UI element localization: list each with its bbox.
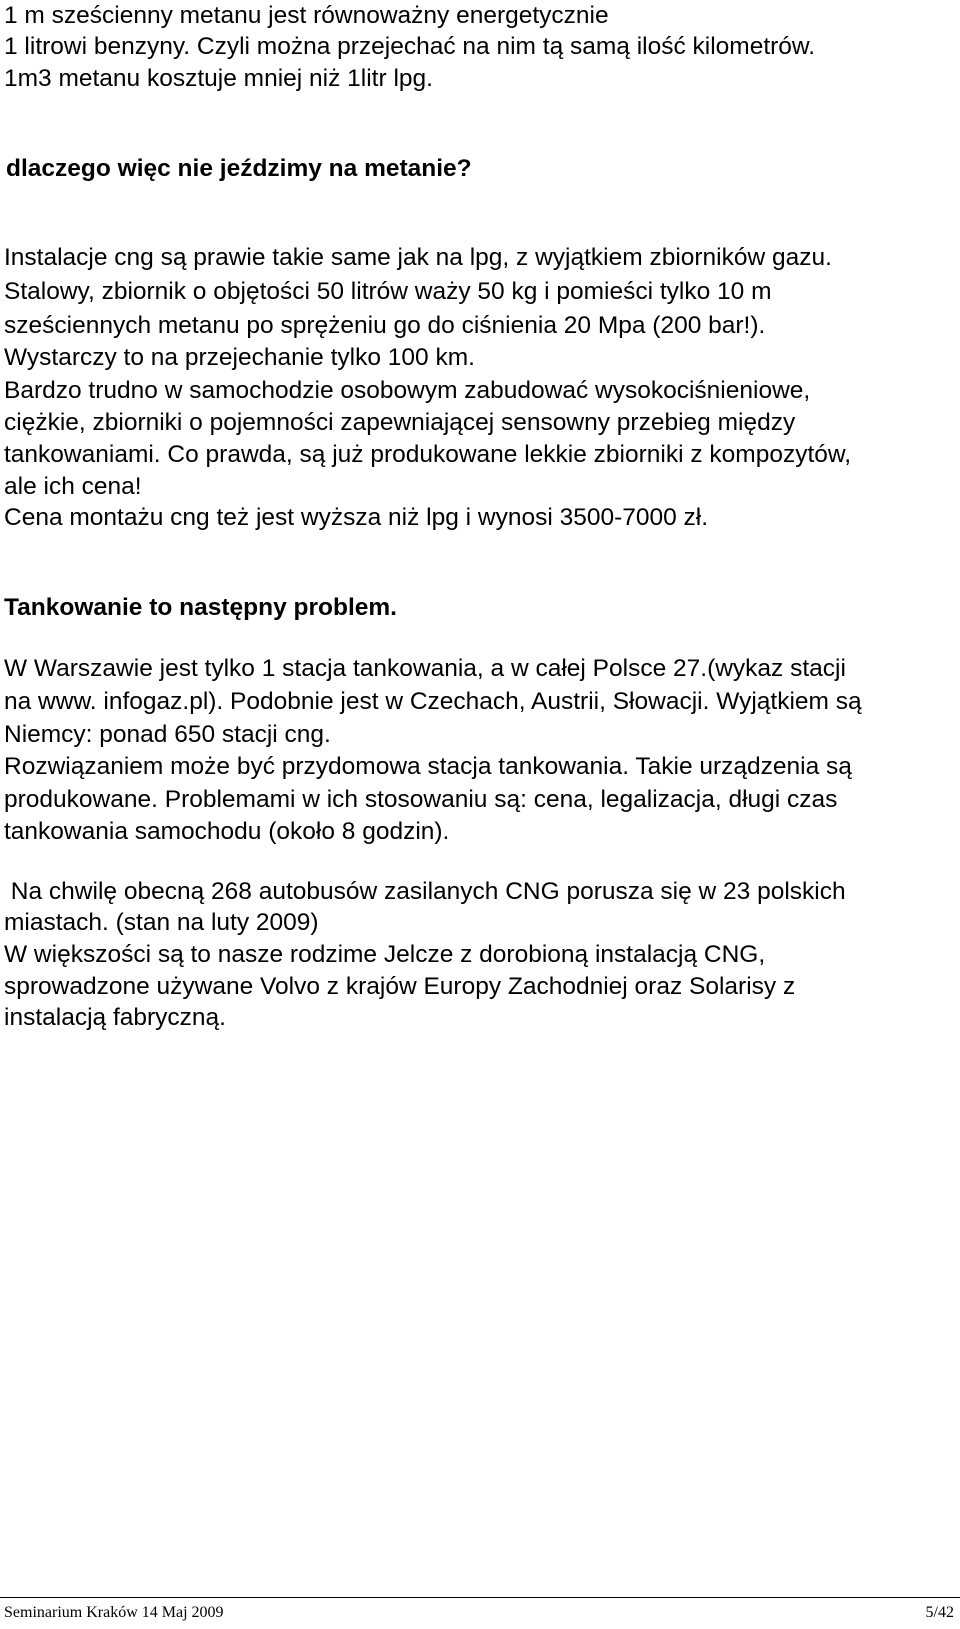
- installation-line-2: Stalowy, zbiornik o objętości 50 litrów waży 50 kg i pomieści tylko 10 m: [4, 278, 772, 305]
- refuel-line-4: Rozwiązaniem może być przydomowa stacja tankowania. Takie urządzenia są: [4, 753, 852, 780]
- installation-line-9: Cena montażu cng też jest wyższa niż lpg i wynosi 3500-7000 zł.: [4, 504, 709, 531]
- refuel-line-5: produkowane. Problemami w ich stosowaniu są: cena, legalizacja, długi czas: [4, 786, 838, 813]
- intro-line-3: 1m3 metanu kosztuje mniej niż 1litr lpg.: [4, 65, 433, 92]
- refuel-line-2: na www. infogaz.pl). Podobnie jest w Czechach, Austrii, Słowacji. Wyjątkiem są: [4, 688, 862, 715]
- buses-line-2: miastach. (stan na luty 2009): [4, 909, 319, 936]
- installation-line-1: Instalacje cng są prawie takie same jak na lpg, z wyjątkiem zbiorników gazu.: [4, 244, 832, 271]
- footer-divider: [0, 1597, 960, 1598]
- buses-line-1: Na chwilę obecną 268 autobusów zasilanych CNG porusza się w 23 polskich: [4, 878, 846, 905]
- buses-line-4: sprowadzone używane Volvo z krajów Europy Zachodniej oraz Solarisy z: [4, 973, 796, 1000]
- installation-line-4: Wystarczy to na przejechanie tylko 100 km.: [4, 344, 475, 371]
- refuel-line-3: Niemcy: ponad 650 stacji cng.: [4, 721, 331, 748]
- installation-line-6: ciężkie, zbiorniki o pojemności zapewniającej sensowny przebieg między: [4, 409, 796, 436]
- refuel-line-6: tankowania samochodu (około 8 godzin).: [4, 818, 450, 845]
- intro-line-1: 1 m sześcienny metanu jest równoważny energetycznie: [4, 2, 609, 29]
- installation-line-5: Bardzo trudno w samochodzie osobowym zabudować wysokociśnieniowe,: [4, 377, 811, 404]
- buses-line-3: W większości są to nasze rodzime Jelcze z dorobioną instalacją CNG,: [4, 941, 766, 968]
- installation-line-3: sześciennych metanu po sprężeniu go do ciśnienia 20 Mpa (200 bar!).: [4, 312, 766, 339]
- installation-line-7: tankowaniami. Co prawda, są już produkowane lekkie zbiorniki z kompozytów,: [4, 441, 852, 468]
- buses-line-5: instalacją fabryczną.: [4, 1004, 226, 1031]
- installation-line-8: ale ich cena!: [4, 473, 142, 500]
- question-heading: dlaczego więc nie jeździmy na metanie?: [6, 155, 472, 182]
- refuel-heading: Tankowanie to następny problem.: [4, 594, 397, 621]
- footer-seminar: Seminarium Kraków 14 Maj 2009: [4, 1604, 224, 1621]
- refuel-line-1: W Warszawie jest tylko 1 stacja tankowania, a w całej Polsce 27.(wykaz stacji: [4, 655, 846, 682]
- footer-page-number: 5/42: [925, 1604, 954, 1621]
- intro-line-2: 1 litrowi benzyny. Czyli można przejechać na nim tą samą ilość kilometrów.: [4, 33, 816, 60]
